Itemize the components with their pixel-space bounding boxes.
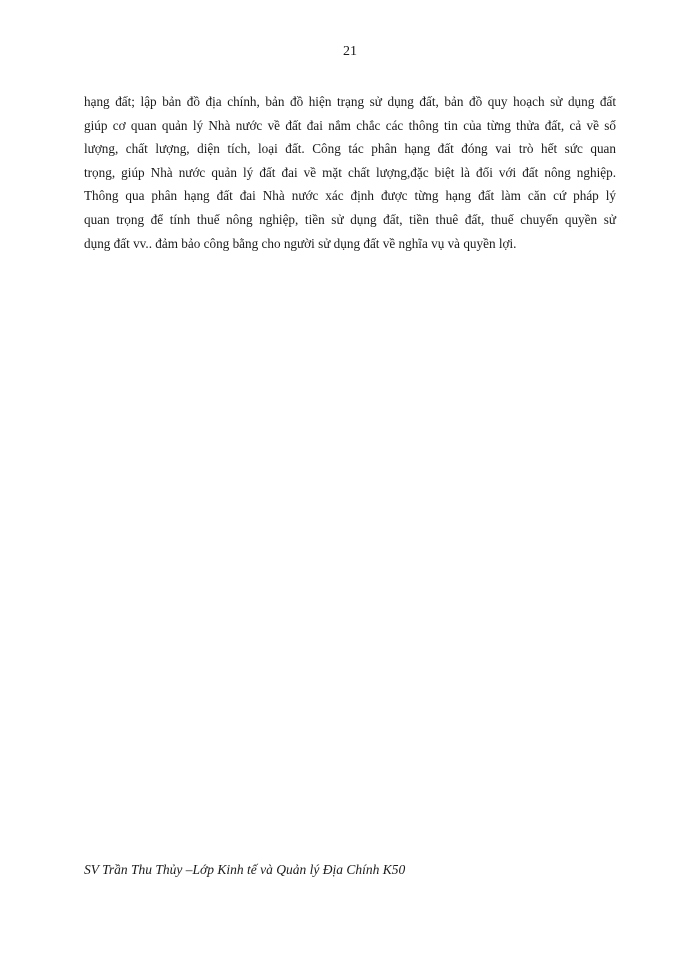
paragraph-line: Thông qua phân hạng đất đai Nhà nước xác định được từng hạng đất làm căn cứ pháp lý <box>84 188 616 204</box>
paragraph-line: lượng, chất lượng, diện tích, loại đất. Công tác phân hạng đất đóng vai trò hết sức quan <box>84 141 616 157</box>
body-paragraph <box>84 90 616 255</box>
page-number: 21 <box>343 44 357 59</box>
page-footer: SV Trần Thu Thủy –Lớp Kinh tế và Quản lý Địa Chính K50 <box>84 862 406 877</box>
paragraph-line: giúp cơ quan quản lý Nhà nước về đất đai nắm chắc các thông tin của từng thửa đất, cả về số <box>84 117 616 133</box>
paragraph-line: hạng đất; lập bản đồ địa chính, bản đồ hiện trạng sử dụng đất, bản đồ quy hoạch sử dụng đất <box>84 94 616 109</box>
paragraph-line: dụng đất vv.. đảm bảo công bằng cho người sử dụng đất về nghĩa vụ và quyền lợi. <box>84 235 517 251</box>
paragraph-line: trọng, giúp Nhà nước quản lý đất đai về mặt chất lượng,đặc biệt là đối với đất nông nghiệp. <box>84 164 616 180</box>
paragraph-line: quan trọng để tính thuế nông nghiệp, tiền sử dụng đất, tiền thuê đất, thuế chuyển quyền sử <box>84 211 616 227</box>
